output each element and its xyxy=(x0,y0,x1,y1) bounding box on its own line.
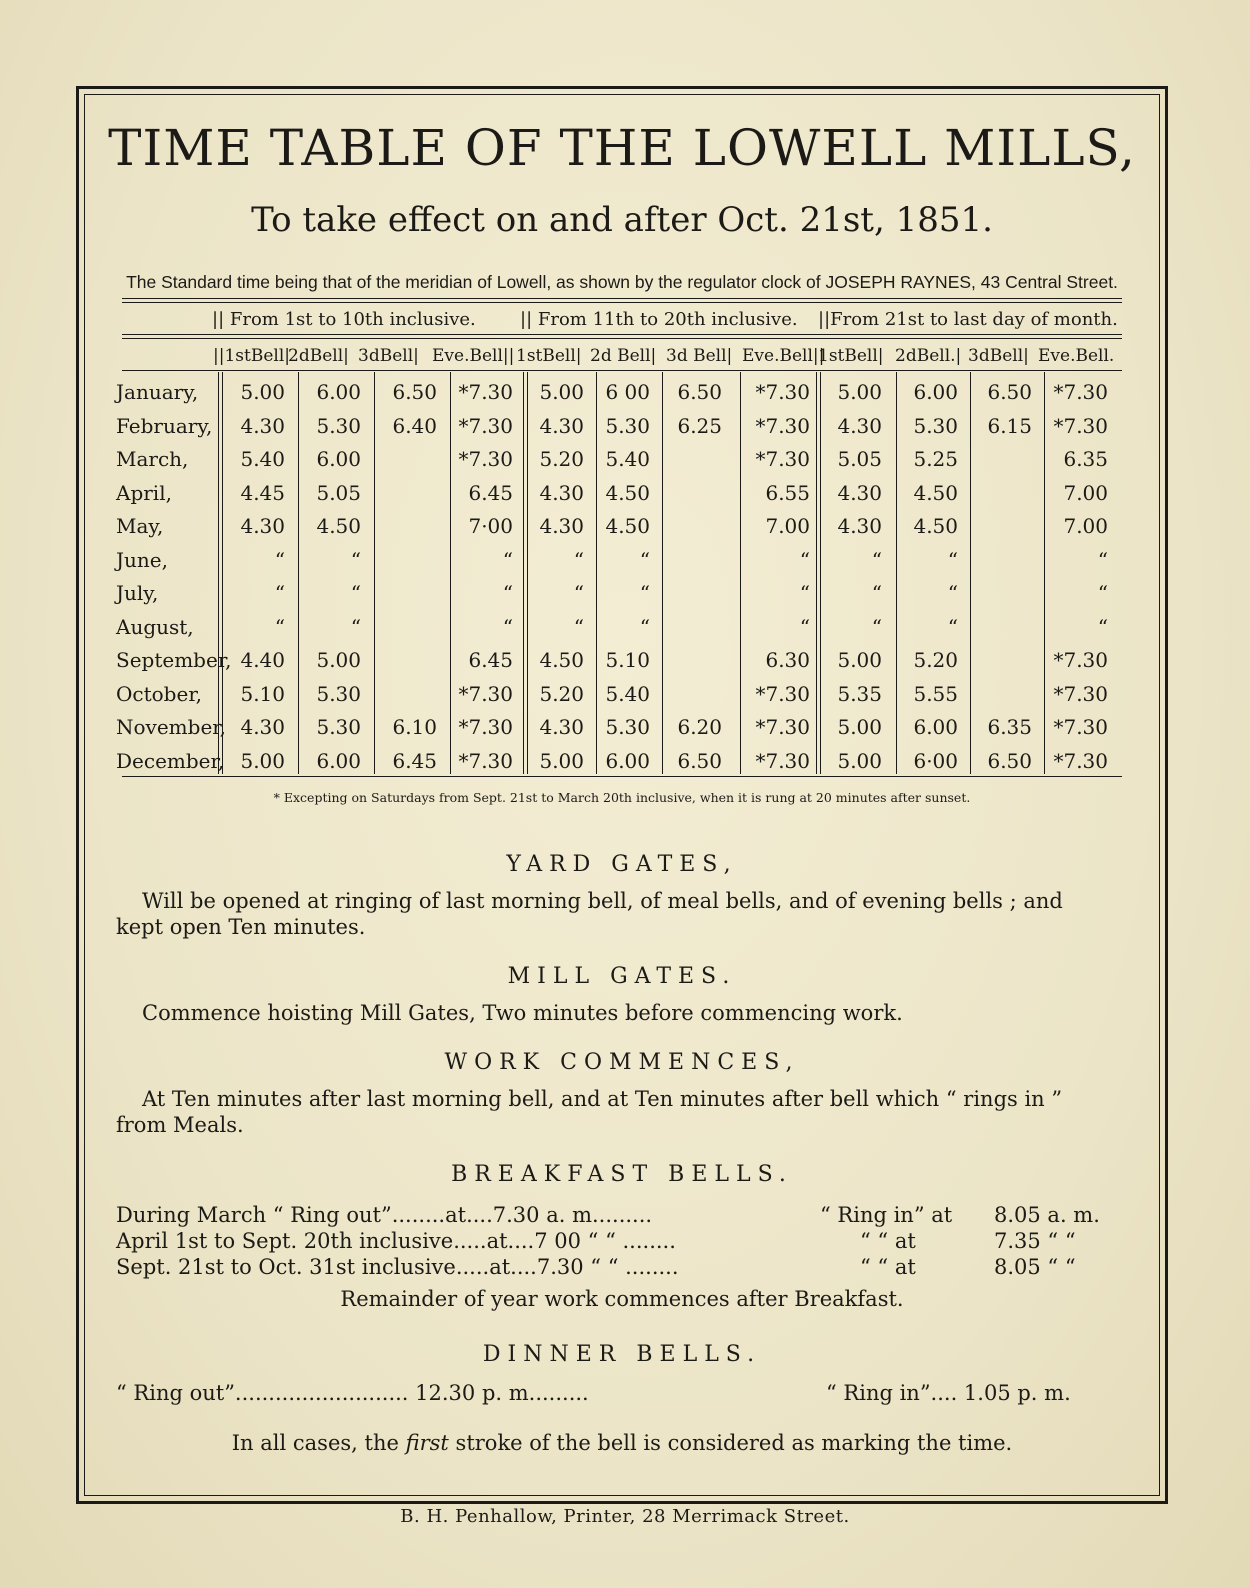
table-cell: “ xyxy=(799,581,810,605)
month-label: August, xyxy=(116,614,194,639)
column-rule xyxy=(527,372,528,774)
table-cell: “ xyxy=(502,614,513,639)
table-cell: “ xyxy=(1097,614,1108,639)
table-cell: 6 00 xyxy=(605,380,650,404)
table-cell: *7.30 xyxy=(755,413,810,438)
table-cell: “ xyxy=(350,581,361,605)
table-cell: 5.30 xyxy=(913,413,958,438)
printer-credit: B. H. Penhallow, Printer, 28 Merrimack Street. xyxy=(400,1506,850,1527)
column-rule xyxy=(896,372,897,774)
month-label: May, xyxy=(116,514,164,538)
table-cell: 5.40 xyxy=(240,447,285,471)
table-cell: 6.50 xyxy=(987,748,1032,773)
column-rule xyxy=(218,372,219,774)
table-cell: 4.50 xyxy=(605,514,650,538)
table-cell: *7.30 xyxy=(458,413,513,438)
table-rule xyxy=(122,334,1122,335)
table-cell: 4.30 xyxy=(539,413,584,438)
table-cell: 5.00 xyxy=(316,648,361,672)
month-label: July, xyxy=(116,581,159,605)
table-cell: 5.40 xyxy=(605,681,650,706)
footnote: * Excepting on Saturdays from Sept. 21st to March 20th inclusive, when it is rung at 20 minutes after sunset. xyxy=(273,790,971,805)
range-3: ||From 21st to last day of month. xyxy=(818,309,1118,330)
breakfast-remainder: Remainder of year work commences after Breakfast. xyxy=(340,1287,904,1311)
table-cell: *7.30 xyxy=(1053,681,1108,706)
table-cell: 7.00 xyxy=(1063,480,1108,505)
table-cell: “ xyxy=(871,581,882,605)
table-cell: *7.30 xyxy=(1053,380,1108,404)
table-rule xyxy=(122,298,1122,299)
table-cell: “ xyxy=(871,614,882,639)
bell-header-10: 2dBell.| xyxy=(895,346,962,366)
month-label: March, xyxy=(116,447,189,471)
table-cell: “ xyxy=(350,614,361,639)
table-cell: 6.50 xyxy=(677,380,722,404)
table-cell: 5.00 xyxy=(837,748,882,773)
column-rule xyxy=(662,372,663,774)
work-commences-text: At Ten minutes after last morning bell, and at Ten minutes after bell which “ rings in ” from Meals. xyxy=(116,1087,1063,1137)
table-rule xyxy=(122,338,1122,339)
table-cell: “ xyxy=(799,614,810,639)
column-rule xyxy=(740,372,741,774)
table-cell: 6.45 xyxy=(468,648,513,672)
bell-header-6: 2d Bell| xyxy=(590,346,657,366)
bell-header-1: ||1stBell| xyxy=(213,346,290,366)
table-cell: *7.30 xyxy=(755,715,810,739)
table-cell: 4.30 xyxy=(240,715,285,739)
table-cell: 5.30 xyxy=(605,413,650,438)
month-label: April, xyxy=(116,480,172,505)
bell-header-7: 3d Bell| xyxy=(666,346,733,366)
table-cell: 4.30 xyxy=(539,480,584,505)
table-cell: “ xyxy=(350,547,361,572)
dinner-bells-heading: DINNER BELLS. xyxy=(482,1342,762,1367)
table-rule xyxy=(122,370,1122,371)
table-cell: “ xyxy=(947,614,958,639)
table-bottom-rule xyxy=(122,776,1122,777)
emphasis-first: first xyxy=(405,1431,449,1455)
bell-header-5: 1stBell| xyxy=(516,346,582,366)
table-cell: 4.50 xyxy=(316,514,361,538)
table-cell: 6.30 xyxy=(765,648,810,672)
table-cell: 6.00 xyxy=(913,715,958,739)
table-cell: 5.20 xyxy=(539,681,584,706)
table-cell: 5.00 xyxy=(837,380,882,404)
table-cell: *7.30 xyxy=(458,447,513,471)
table-cell: 5.20 xyxy=(539,447,584,471)
table-cell: 4.30 xyxy=(837,514,882,538)
table-cell: *7.30 xyxy=(458,380,513,404)
table-cell: *7.30 xyxy=(458,715,513,739)
table-cell: “ xyxy=(1097,581,1108,605)
table-cell: 4.50 xyxy=(913,514,958,538)
table-cell: 6.15 xyxy=(987,413,1032,438)
table-cell: *7.30 xyxy=(458,748,513,773)
table-cell: “ xyxy=(799,547,810,572)
table-cell: “ xyxy=(573,547,584,572)
table-cell: 6.10 xyxy=(392,715,437,739)
table-cell: “ xyxy=(947,547,958,572)
table-cell: 6.00 xyxy=(316,447,361,471)
table-cell: *7.30 xyxy=(755,447,810,471)
standard-time-note: The Standard time being that of the meridian of Lowell, as shown by the regulator clock of JOSEPH RAYNES, 43 Central Street. xyxy=(126,272,1118,292)
table-cell: 4.30 xyxy=(539,715,584,739)
table-cell: 6.00 xyxy=(913,380,958,404)
table-cell: 5.10 xyxy=(240,681,285,706)
poster-sheet: TIME TABLE OF THE LOWELL MILLS, To take effect on and after Oct. 21st, 1851. The Standard time being that of the meridian of Lowell, as shown by the regulator clock of JOSEPH RAYNES, 43 Central Street. || From 1st to 10th inclusive. || From 11th to 20th inclusive. ||From 21st to last day of month. ||1stBell| 2dBell| 3dBell| Eve.Bell|| 1stBell| 2d Bell| 3d Bell| Eve.Bell|| 1stBell| 2dBell.| 3dBell| Eve.Bell. January, 5.00 6.00 6.50 *7.30 5.00 6 00 6.50 *7.30 5.00 6.00 6.50 *7.30 February, 4.30 5.30 6.40 *7.30 4.30 5.30 6.25 *7.30 4.30 5.30 6.15 *7.30 March, 5.40 6.00 *7.30 5.20 5.40 *7.30 5.05 5.25 6.35 April, 4.45 5.05 6.45 4.30 4.50 6.55 4.30 4.50 7.00 May, 4.30 4.50 7·00 4.30 4.50 7.00 4.30 4.50 7.00 June, “ “ “ “ “ “ “ “ “ July, “ “ “ “ “ “ “ “ “ August, “ “ “ “ “ “ “ “ “ September, 4.40 5.00 6.45 4.50 5.10 6.30 5.00 5.20 *7.30 October, 5.10 5.30 *7.30 5.20 5.40 *7.30 5.35 5.55 *7.30 November, 4.30 5.30 6.10 *7.30 4.30 5.30 6.20 *7.30 5.00 6.00 6.35 *7.30 December, 5.00 6.00 6.45 *7.30 5.00 6.00 6.50 *7.30 5.00 6·00 6.50 *7.30 * Excepting on Saturdays from Sept. 21st to March 20th inclusive, when it is rung at 20 minutes after sunset. YARD GATES, Will be opened at ringing of last morning bell, of meal bells, and of evening bells ; and kept open Ten minutes. MILL GATES. Commence hoisting Mill Gates, Two minutes before commencing work. WORK COMMENCES, At Ten minutes after last morning bell, and at Ten minutes after bell which “ rings in ” from Meals. BREAKFAST BELLS. During March “ Ring out”........at....7.30 a. m......... “ Ring in” at 8.05 a. m. April 1st to Sept. 20th inclusive.....at....7 00 “ “ ........ “ “ at 7.35 “ “ Sept. 21st to Oct. 31st inclusive.....at....7.30 “ “ ........ “ “ at 8.05 “ “ Remainder of year work commences after Breakfast. DINNER BELLS. “ Ring out”.......................... 12.30 p. m......... “ Ring in”.... 1.05 p. m. In all cases, the first stroke of the bell is considered as marking the time. B. H. Penhallow, Printer, 28 Merrimack Street. xyxy=(0,0,1250,1588)
table-cell: 6.25 xyxy=(677,413,722,438)
table-cell: “ xyxy=(1097,547,1108,572)
table-cell: “ xyxy=(573,614,584,639)
table-cell: *7.30 xyxy=(1053,748,1108,773)
table-cell: *7.30 xyxy=(755,748,810,773)
table-cell: 6.50 xyxy=(392,380,437,404)
mill-gates-text: Commence hoisting Mill Gates, Two minutes before commencing work. xyxy=(142,1001,903,1025)
table-cell: 6.00 xyxy=(316,748,361,773)
table-cell: *7.30 xyxy=(755,380,810,404)
table-cell: 7.00 xyxy=(1063,514,1108,538)
month-label: February, xyxy=(116,413,213,438)
table-cell: 7.00 xyxy=(765,514,810,538)
mill-gates-heading: MILL GATES. xyxy=(507,964,737,989)
table-cell: 4.30 xyxy=(837,413,882,438)
month-label: June, xyxy=(116,547,168,572)
bell-header-9: 1stBell| xyxy=(818,346,884,366)
table-cell: 5.35 xyxy=(837,681,882,706)
table-cell: 7·00 xyxy=(468,514,513,538)
breakfast-bells-heading: BREAKFAST BELLS. xyxy=(451,1162,793,1187)
table-cell: “ xyxy=(639,581,650,605)
table-cell: 4.30 xyxy=(240,514,285,538)
column-rule xyxy=(298,372,299,774)
range-1: || From 1st to 10th inclusive. xyxy=(212,309,476,330)
month-label: November, xyxy=(116,715,226,739)
table-cell: *7.30 xyxy=(458,681,513,706)
table-cell: 4.40 xyxy=(240,648,285,672)
table-cell: 6.00 xyxy=(605,748,650,773)
column-rule xyxy=(523,372,524,774)
table-cell: 6.55 xyxy=(765,480,810,505)
closing-note: In all cases, the first stroke of the bell is considered as marking the time. xyxy=(231,1431,1013,1455)
table-cell: 5.40 xyxy=(605,447,650,471)
table-cell: 5.00 xyxy=(539,380,584,404)
page-subtitle: To take effect on and after Oct. 21st, 1851. xyxy=(251,200,993,240)
table-cell: *7.30 xyxy=(1053,715,1108,739)
table-cell: 6·00 xyxy=(913,748,958,773)
page-title: TIME TABLE OF THE LOWELL MILLS, xyxy=(108,119,1136,177)
table-cell: 6.45 xyxy=(468,480,513,505)
month-label: January, xyxy=(116,380,199,404)
table-cell: 5.10 xyxy=(605,648,650,672)
table-cell: *7.30 xyxy=(1053,648,1108,672)
table-cell: *7.30 xyxy=(755,681,810,706)
table-cell: “ xyxy=(573,581,584,605)
table-cell: “ xyxy=(639,547,650,572)
table-cell: 4.30 xyxy=(240,413,285,438)
table-cell: 5.00 xyxy=(240,380,285,404)
table-cell: 5.00 xyxy=(539,748,584,773)
column-rule xyxy=(596,372,597,774)
table-cell: 4.50 xyxy=(913,480,958,505)
table-cell: 5.30 xyxy=(316,681,361,706)
table-cell: 6.50 xyxy=(677,748,722,773)
table-cell: 4.30 xyxy=(837,480,882,505)
table-cell: 6.40 xyxy=(392,413,437,438)
table-cell: 4.30 xyxy=(539,514,584,538)
table-cell: 6.00 xyxy=(316,380,361,404)
table-cell: “ xyxy=(502,581,513,605)
table-cell: 5.30 xyxy=(316,715,361,739)
table-cell: 4.45 xyxy=(240,480,285,505)
table-cell: 5.20 xyxy=(913,648,958,672)
month-label: September, xyxy=(116,648,232,672)
work-commences-heading: WORK COMMENCES, xyxy=(444,1050,800,1075)
table-cell: 5.55 xyxy=(913,681,958,706)
table-cell: 5.05 xyxy=(316,480,361,505)
month-label: October, xyxy=(116,681,203,706)
yard-gates-text: Will be opened at ringing of last morning bell, of meal bells, and of evening bells ; and kept open Ten minutes. xyxy=(116,889,1063,939)
table-cell: “ xyxy=(502,547,513,572)
column-rule xyxy=(820,372,821,774)
table-cell: “ xyxy=(274,614,285,639)
table-cell: 6.35 xyxy=(987,715,1032,739)
table-cell: “ xyxy=(871,547,882,572)
table-cell: 4.50 xyxy=(539,648,584,672)
table-cell: 6.45 xyxy=(392,748,437,773)
bell-header-12: Eve.Bell. xyxy=(1038,346,1115,366)
table-cell: 5.25 xyxy=(913,447,958,471)
table-cell: 4.50 xyxy=(605,480,650,505)
table-cell: 5.05 xyxy=(837,447,882,471)
table-cell: 5.30 xyxy=(605,715,650,739)
column-rule xyxy=(970,372,971,774)
month-label: December, xyxy=(116,748,225,773)
table-cell: “ xyxy=(274,547,285,572)
column-rule xyxy=(374,372,375,774)
range-2: || From 11th to 20th inclusive. xyxy=(520,309,798,330)
bell-header-8: Eve.Bell|| xyxy=(742,346,825,366)
table-cell: 6.35 xyxy=(1063,447,1108,471)
bell-header-4: Eve.Bell|| xyxy=(432,346,515,366)
bell-header-2: 2dBell| xyxy=(288,346,349,366)
table-rule xyxy=(122,302,1122,303)
table-cell: 5.00 xyxy=(837,715,882,739)
column-rule xyxy=(450,372,451,774)
column-rule xyxy=(1044,372,1045,774)
table-cell: *7.30 xyxy=(1053,413,1108,438)
table-cell: “ xyxy=(274,581,285,605)
column-rule xyxy=(816,372,817,774)
bell-header-3: 3dBell| xyxy=(358,346,419,366)
column-rule xyxy=(222,372,223,774)
table-cell: “ xyxy=(639,614,650,639)
table-cell: 6.50 xyxy=(987,380,1032,404)
table-cell: 5.00 xyxy=(240,748,285,773)
table-cell: 6.20 xyxy=(677,715,722,739)
table-cell: 5.30 xyxy=(316,413,361,438)
table-cell: “ xyxy=(947,581,958,605)
bell-header-11: 3dBell| xyxy=(968,346,1029,366)
yard-gates-heading: YARD GATES, xyxy=(506,852,738,877)
table-cell: 5.00 xyxy=(837,648,882,672)
